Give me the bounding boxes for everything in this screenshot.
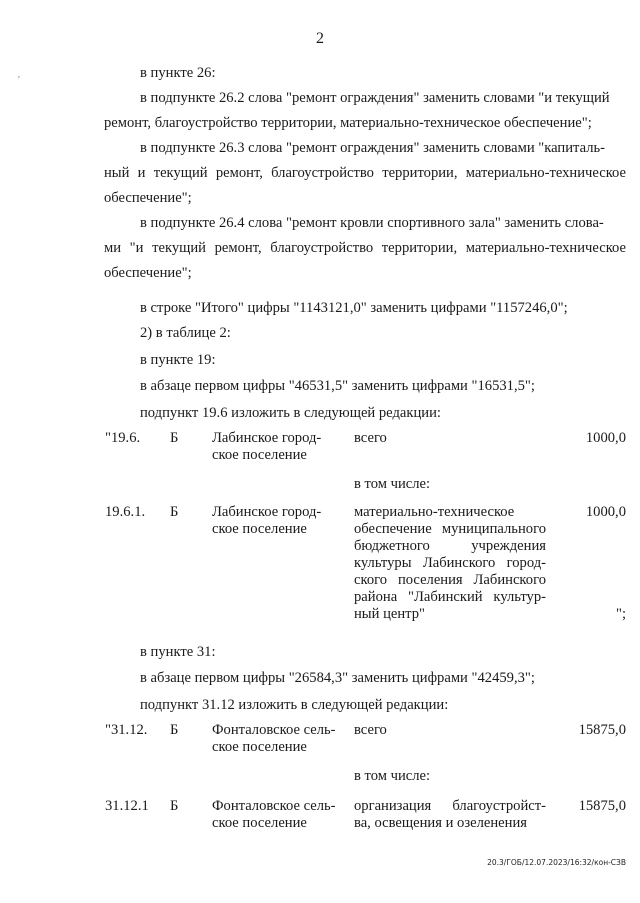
description-line: организация благоустройст- xyxy=(354,798,546,814)
description-line: в том числе: xyxy=(354,476,431,492)
row-amount: 1000,0 xyxy=(585,430,626,446)
text-line: в подпункте 26.4 слова "ремонт кровли спортивного зала" заменить слова- xyxy=(140,215,604,231)
text-line: в пункте 19: xyxy=(140,352,216,368)
text-line: в строке "Итого" цифры "1143121,0" заменить цифрами "1157246,0"; xyxy=(140,300,568,316)
description-line: района "Лабинский культур- xyxy=(354,589,546,605)
row-code: 19.6.1. xyxy=(105,504,146,520)
description-line: ный центр" xyxy=(354,606,425,622)
margin-mark: ' xyxy=(18,75,20,86)
text-line: ремонт, благоустройство территории, материально-техническое обеспечение"; xyxy=(104,115,592,131)
row-settlement: Фонталовское сель- ское поселение xyxy=(212,722,336,755)
row-category: Б xyxy=(170,430,179,446)
row-description xyxy=(354,476,546,493)
row-description xyxy=(354,722,546,739)
text-line: в абзаце первом цифры "46531,5" заменить цифрами "16531,5"; xyxy=(140,378,535,394)
text-line: ми "и текущий ремонт, благоустройство территории, материально-техническое xyxy=(104,240,626,256)
text-line: подпункт 19.6 изложить в следующей редакции: xyxy=(140,405,441,421)
row-settlement: Фонталовское сель- ское поселение xyxy=(212,798,336,831)
row-code: "31.12. xyxy=(105,722,148,738)
description-line: в том числе: xyxy=(354,768,431,784)
text-line: в подпункте 26.3 слова "ремонт ограждения" заменить словами "капиталь- xyxy=(140,140,605,156)
row-category: Б xyxy=(170,722,179,738)
row-amount: 1000,0 xyxy=(585,504,626,520)
row-amount: 15875,0 xyxy=(578,722,626,738)
row-description xyxy=(354,768,546,785)
row-code: 31.12.1 xyxy=(105,798,149,814)
page-number: 2 xyxy=(316,30,324,47)
description-line: обеспечение муниципального xyxy=(354,521,546,537)
text-line: обеспечение"; xyxy=(104,190,192,206)
row-closing-quote: "; xyxy=(615,606,626,622)
row-category: Б xyxy=(170,798,179,814)
row-settlement: Лабинское город- ское поселение xyxy=(212,430,322,463)
row-description xyxy=(354,504,546,623)
text-line: подпункт 31.12 изложить в следующей редакции: xyxy=(140,697,449,713)
description-line: всего xyxy=(354,430,387,446)
text-line: в абзаце первом цифры "26584,3" заменить цифрами "42459,3"; xyxy=(140,670,535,686)
row-amount: 15875,0 xyxy=(578,798,626,814)
description-line: всего xyxy=(354,722,387,738)
description-line: культуры Лабинского город- xyxy=(354,555,546,571)
text-line: ный и текущий ремонт, благоустройство территории, материально-техническое xyxy=(104,165,626,181)
description-line: материально-техническое xyxy=(354,504,515,520)
text-line: в пункте 31: xyxy=(140,644,216,660)
text-line: 2) в таблице 2: xyxy=(140,325,231,341)
footer-stamp: 20.3/ГОБ/12.07.2023/16:32/кон-СЗВ xyxy=(487,858,626,867)
row-category: Б xyxy=(170,504,179,520)
row-description xyxy=(354,798,546,832)
text-line: в подпункте 26.2 слова "ремонт ограждения" заменить словами "и текущий xyxy=(140,90,610,106)
row-settlement: Лабинское город- ское поселение xyxy=(212,504,322,537)
text-line: в пункте 26: xyxy=(140,65,216,81)
description-line: бюджетного учреждения xyxy=(354,538,546,554)
text-line: обеспечение"; xyxy=(104,265,192,281)
description-line: ва, освещения и озеленения xyxy=(354,815,527,831)
description-line: ского поселения Лабинского xyxy=(354,572,546,588)
row-description xyxy=(354,430,546,447)
row-code: "19.6. xyxy=(105,430,141,446)
